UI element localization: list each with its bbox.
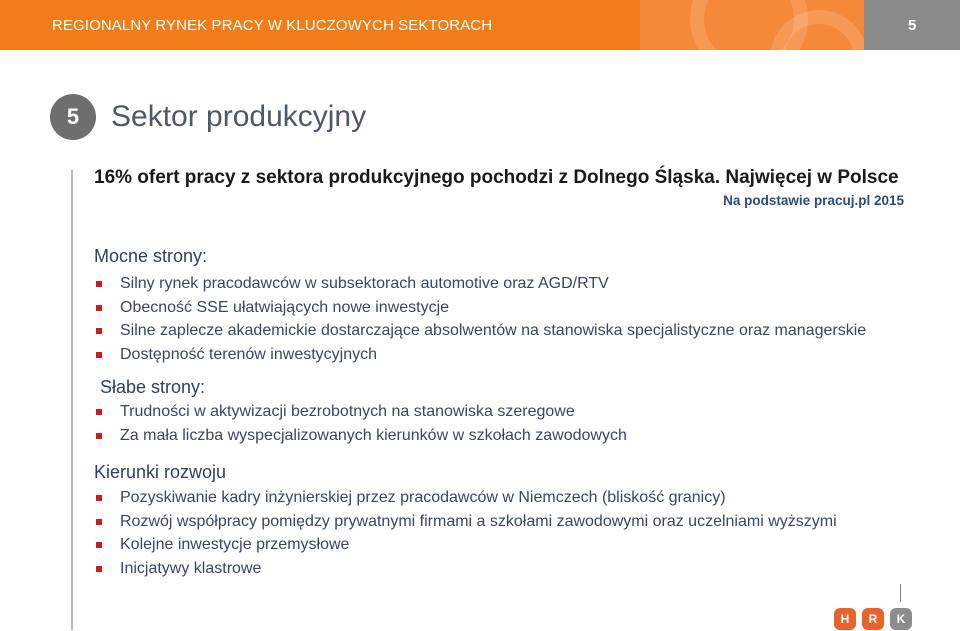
list-item: Za mała liczba wyspecjalizowanych kierunków w szkołach zawodowych <box>94 424 627 448</box>
strengths-section <box>94 246 866 366</box>
list-item: Inicjatywy klastrowe <box>94 557 837 581</box>
list-item: Trudności w aktywizacji bezrobotnych na stanowiska szeregowe <box>94 400 627 424</box>
directions-heading: Kierunki rozwoju <box>94 462 227 482</box>
bullet-icon <box>96 495 102 501</box>
left-vertical-rule <box>71 170 73 630</box>
strengths-list <box>94 272 866 366</box>
directions-list <box>94 486 837 580</box>
list-item: Silny rynek pracodawców w subsektorach automotive oraz AGD/RTV <box>94 272 866 296</box>
page-number: 5 <box>908 17 917 34</box>
strengths-heading: Mocne strony: <box>94 246 208 266</box>
list-item: Rozwój współpracy pomiędzy prywatnymi firmami a szkołami zawodowymi oraz uczelniami wyższymi <box>94 510 837 534</box>
bullet-icon <box>96 566 102 572</box>
logo-divider <box>900 584 901 602</box>
bullet-icon <box>96 281 102 287</box>
weaknesses-section <box>100 377 205 398</box>
list-item: Pozyskiwanie kadry inżynierskiej przez pracodawców w Niemczech (bliskość granicy) <box>94 486 837 510</box>
bullet-icon <box>96 305 102 311</box>
list-item: Silne zaplecze akademickie dostarczające absolwentów na stanowiska specjalistyczne oraz managerskie <box>94 319 866 343</box>
list-item: Kolejne inwestycje przemysłowe <box>94 533 837 557</box>
section-title: Sektor produkcyjny <box>111 100 367 133</box>
bullet-icon <box>96 519 102 525</box>
logo-tile-r: R <box>862 608 884 630</box>
list-item: Obecność SSE ułatwiających nowe inwestycje <box>94 296 866 320</box>
bullet-icon <box>96 352 102 358</box>
list-item: Dostępność terenów inwestycyjnych <box>94 343 866 367</box>
header-band <box>0 0 960 50</box>
directions-section <box>94 462 837 580</box>
weaknesses-list-wrap <box>94 400 627 447</box>
weaknesses-list <box>94 400 627 447</box>
logo-tile-h: H <box>834 608 856 630</box>
logo-tile-k: K <box>890 608 912 630</box>
section-number-badge: 5 <box>50 94 96 140</box>
bullet-icon <box>96 433 102 439</box>
bullet-icon <box>96 542 102 548</box>
headline: 16% ofert pracy z sektora produkcyjnego pochodzi z Dolnego Śląska. Najwięcej w Polsce <box>94 167 899 188</box>
source-note: Na podstawie pracuj.pl 2015 <box>723 193 904 208</box>
header-title: REGIONALNY RYNEK PRACY W KLUCZOWYCH SEKTORACH <box>52 17 493 34</box>
weaknesses-heading: Słabe strony: <box>100 377 206 397</box>
bullet-icon <box>96 409 102 415</box>
bullet-icon <box>96 328 102 334</box>
